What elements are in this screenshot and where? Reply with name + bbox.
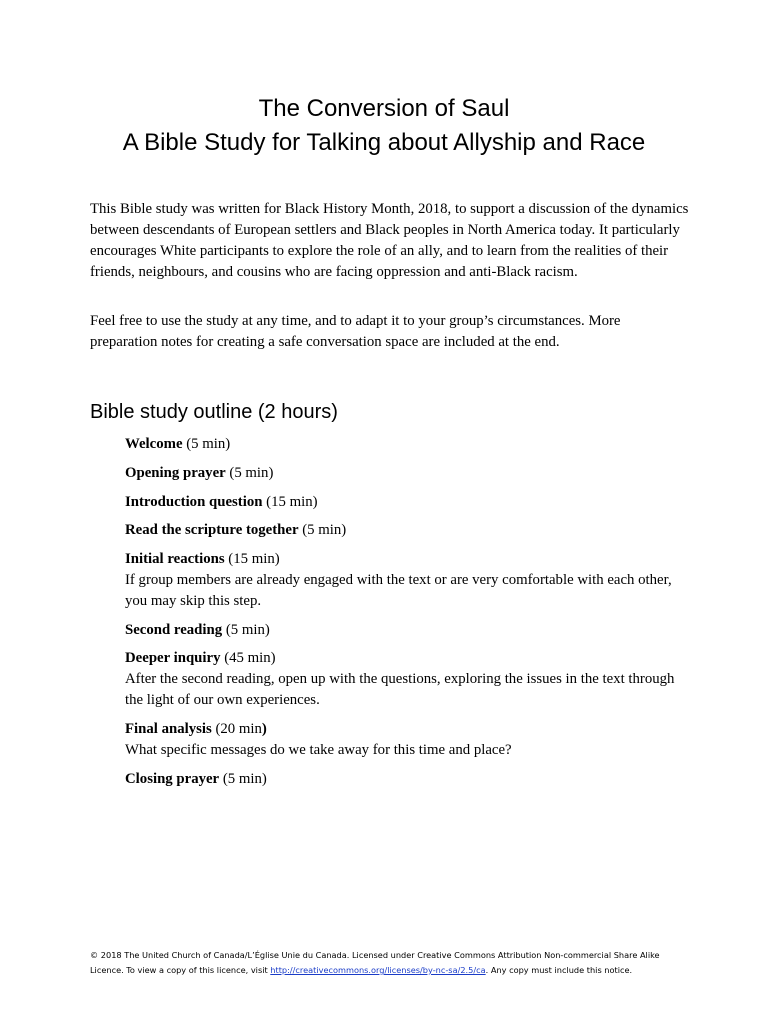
outline-item-closing-paren: ): [261, 721, 267, 737]
outline-item-duration: (5 min): [222, 622, 270, 638]
outline-item-label: Opening prayer: [125, 465, 226, 481]
outline-item-duration: (5 min): [225, 465, 274, 481]
outline-item-label: Final analysis: [125, 721, 212, 737]
outline-item-note: If group members are already engaged with the text or are very comfortable with each other, you may skip this step.: [125, 572, 672, 609]
outline-item: [125, 648, 685, 711]
outline-item-label: Initial reactions: [125, 551, 225, 567]
outline-item: [125, 463, 685, 484]
outline-item-label: Welcome: [125, 436, 183, 452]
outline-item-duration: (5 min): [298, 522, 347, 538]
copyright-notice: [90, 948, 690, 978]
outline-item-duration: (45 min): [220, 650, 276, 666]
outline-item: [125, 520, 685, 541]
outline-item-label: Introduction question: [125, 494, 263, 510]
outline-item-label: Read the scripture together: [125, 522, 299, 538]
outline-item-duration: (5 min): [219, 771, 267, 787]
intro-paragraph: This Bible study was written for Black History Month, 2018, to support a discussion of the dynamics between descendants of European settlers and Black peoples in North America today. It particularly encourages White participants to explore the role of an ally, and to learn from the realities of their friends, neighbours, and cousins who are facing oppression and anti-Black racism.: [90, 201, 689, 280]
copyright-text-end: . Any copy must include this notice.: [485, 965, 633, 975]
copyright-text: © 2018 The United Church of Canada/L’Église Unie du Canada. Licensed under Creative Commons Attribution Non-commercial Share Alike Licence. To view a copy of this licence, visit: [90, 950, 660, 975]
intro-paragraph-2: Feel free to use the study at any time, and to adapt it to your group’s circumstances. More preparation notes for creating a safe conversation space are included at the end.: [90, 313, 621, 350]
outline-item-duration: (5 min): [182, 436, 231, 452]
outline-item: [125, 620, 685, 641]
outline-item-duration: (20 min: [211, 721, 262, 737]
document-subtitle: A Bible Study for Talking about Allyship and Race: [122, 129, 646, 156]
outline-item-note: After the second reading, open up with the questions, exploring the issues in the text through the light of our own experiences.: [125, 671, 675, 708]
outline-heading: Bible study outline (2 hours): [90, 401, 338, 423]
outline-item-duration: (15 min): [262, 494, 318, 510]
outline-item: [125, 492, 685, 513]
outline-item: [125, 549, 685, 612]
outline-item: [125, 719, 685, 761]
outline-item-duration: (15 min): [224, 551, 280, 567]
outline-item: [125, 434, 685, 455]
outline-item: [125, 769, 685, 790]
document-title: The Conversion of Saul: [258, 95, 510, 122]
outline-item-label: Closing prayer: [125, 771, 220, 787]
outline-item-label: Second reading: [125, 622, 223, 638]
outline-item-label: Deeper inquiry: [125, 650, 221, 666]
licence-link[interactable]: http://creativecommons.org/licenses/by-nc-sa/2.5/ca: [270, 965, 486, 975]
outline-item-note: What specific messages do we take away for this time and place?: [125, 742, 512, 758]
